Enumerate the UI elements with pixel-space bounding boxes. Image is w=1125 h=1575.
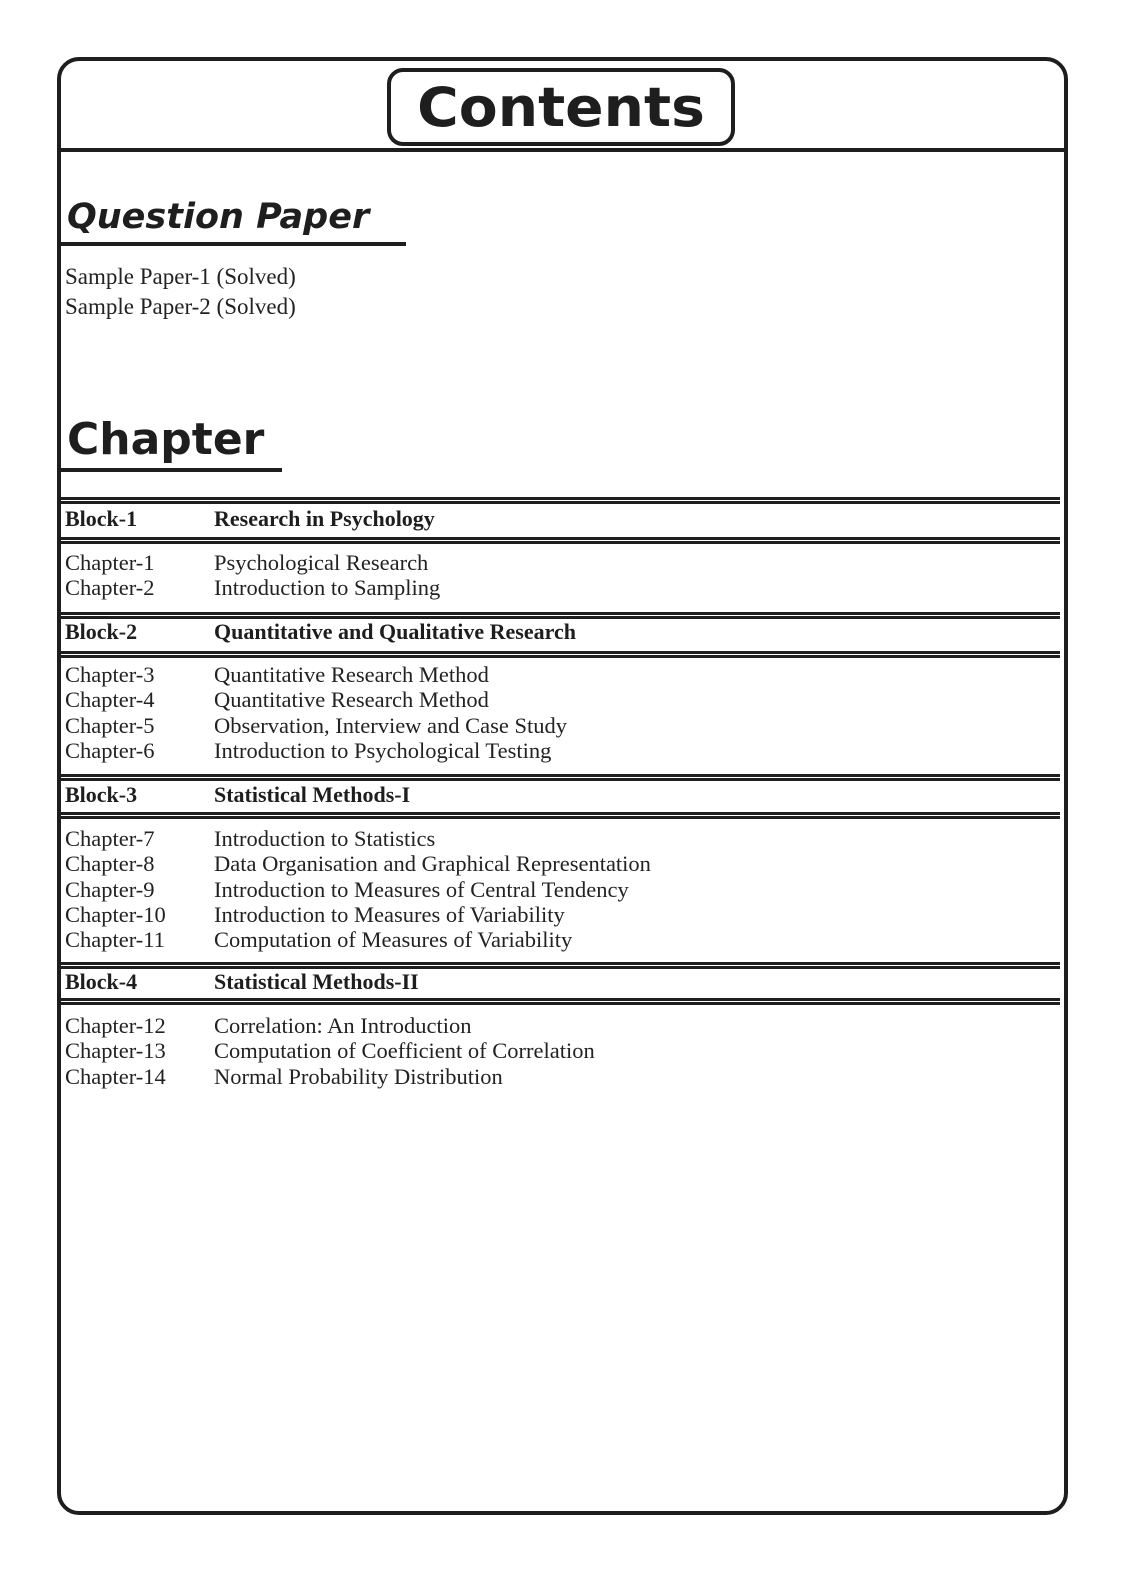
question-paper-item[interactable]: Sample Paper-2 (Solved) <box>65 294 296 319</box>
block-divider <box>61 812 1060 819</box>
block-name: Statistical Methods-I <box>214 782 411 807</box>
chapter-code: Chapter-8 <box>65 851 155 877</box>
chapter-name: Normal Probability Distribution <box>214 1063 503 1089</box>
chapter-name: Computation of Coefficient of Correlation <box>214 1038 595 1064</box>
chapter-code: Chapter-3 <box>65 662 155 687</box>
chapter-code: Chapter-12 <box>65 1013 166 1038</box>
chapter-name: Introduction to Psychological Testing <box>214 737 552 763</box>
title-divider <box>61 148 1064 152</box>
block-code: Block-1 <box>65 506 138 531</box>
block-divider <box>61 537 1060 544</box>
chapter-code: Chapter-7 <box>65 826 155 851</box>
chapter-name: Data Organisation and Graphical Representation <box>214 851 651 877</box>
chapter-code: Chapter-13 <box>65 1038 166 1064</box>
question-paper-heading: Question Paper <box>61 192 406 246</box>
chapter-name: Psychological Research <box>214 550 429 575</box>
chapter-code: Chapter-9 <box>65 876 155 902</box>
chapter-name: Observation, Interview and Case Study <box>214 712 568 738</box>
chapter-code: Chapter-5 <box>65 712 155 738</box>
chapter-code: Chapter-11 <box>65 927 165 953</box>
chapter-heading: Chapter <box>61 412 282 472</box>
chapter-code: Chapter-14 <box>65 1063 166 1089</box>
block-divider <box>61 774 1060 781</box>
block-name: Quantitative and Qualitative Research <box>214 619 576 644</box>
block-name: Research in Psychology <box>214 506 435 531</box>
block-divider <box>61 998 1060 1005</box>
chapter-name: Introduction to Measures of Variability <box>214 901 565 927</box>
block-name: Statistical Methods-II <box>214 969 419 994</box>
chapter-code: Chapter-1 <box>65 550 155 575</box>
chapter-name: Quantitative Research Method <box>214 687 489 713</box>
block-code: Block-2 <box>65 619 138 644</box>
page-title-box <box>387 68 735 146</box>
chapter-code: Chapter-2 <box>65 575 155 601</box>
question-paper-item[interactable]: Sample Paper-1 (Solved) <box>65 264 296 289</box>
chapter-name: Introduction to Sampling <box>214 575 441 601</box>
block-divider <box>61 497 1060 504</box>
chapter-code: Chapter-10 <box>65 901 166 927</box>
chapter-code: Chapter-4 <box>65 687 155 713</box>
chapter-name: Introduction to Statistics <box>214 826 436 851</box>
page-title: Contents <box>417 75 705 139</box>
question-paper-list <box>65 262 296 322</box>
block-divider <box>61 962 1060 969</box>
chapter-name: Correlation: An Introduction <box>214 1013 472 1038</box>
block-code: Block-3 <box>65 782 138 807</box>
block-code: Block-4 <box>65 969 138 994</box>
chapter-code: Chapter-6 <box>65 737 155 763</box>
chapter-name: Computation of Measures of Variability <box>214 927 573 953</box>
block-divider <box>61 651 1060 658</box>
chapter-name: Quantitative Research Method <box>214 662 489 687</box>
chapter-name: Introduction to Measures of Central Tendency <box>214 876 629 902</box>
